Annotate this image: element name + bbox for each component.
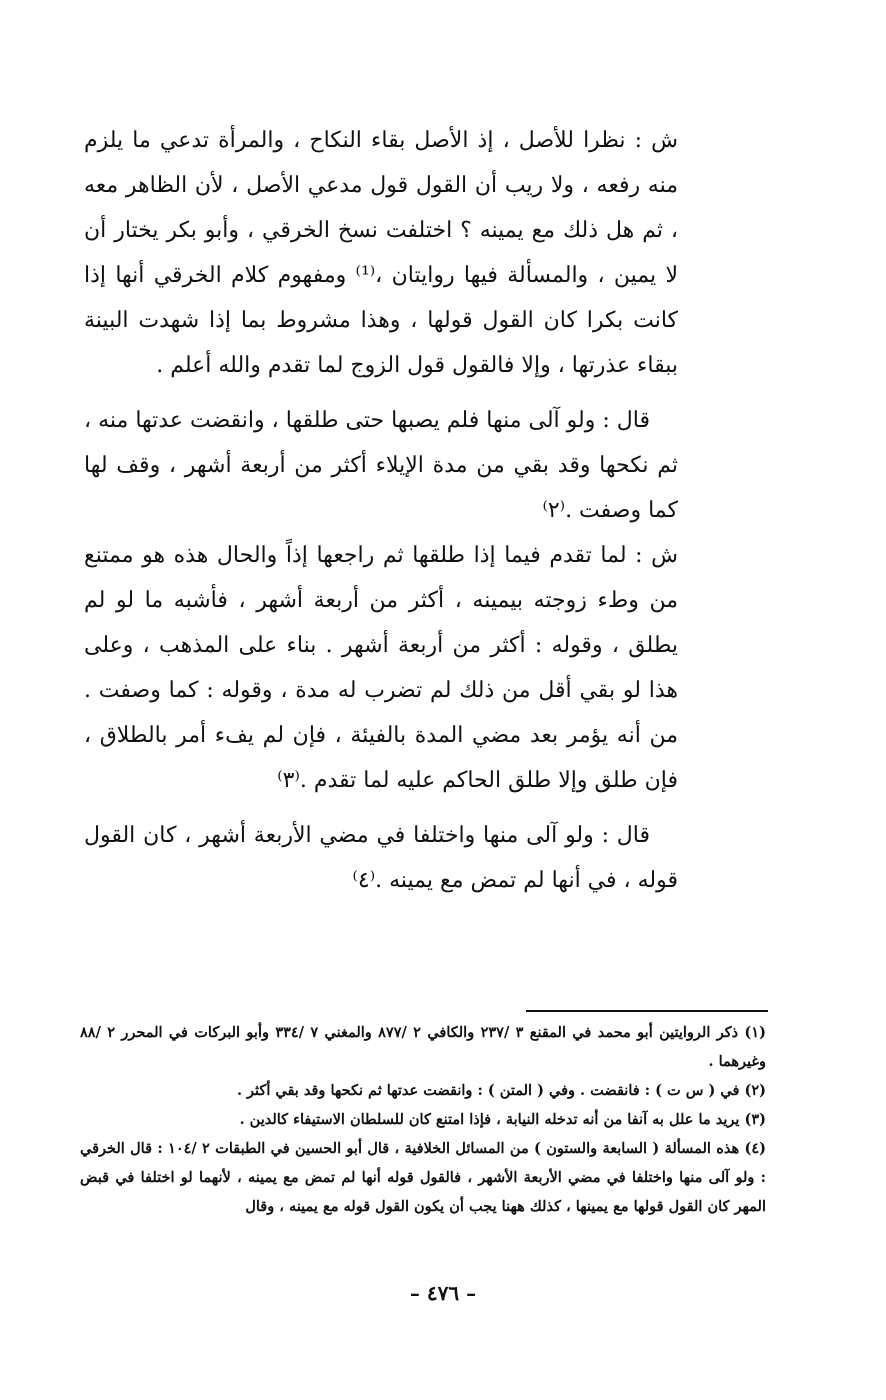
footnote-separator [526, 1010, 768, 1012]
paragraph-text-2: قال : ولو آلى منها واختلفا في مضي الأربعة أشهر ، كان القول قوله ، في أنها لم تمض مع يمينه .⁽٤⁾ [84, 823, 678, 893]
footnote-4: (٤) هذه المسألة ( السابعة والستون ) من المسائل الخلافية ، قال أبو الحسين في الطبقات ٢ /١٠٤ : قال الخرقي : ولو آلى منها واختلفا في مضي الأربعة الأشهر ، فالقول قوله أنها لم تمض مع يمينه ، لأنهما لو اختلفا في قبض المهر كان القول قولها مع يمينها ، كذلك ههنا يجب أن يكون القول قوله مع يمينه ، وقال [80, 1140, 766, 1215]
main-text [84, 118, 678, 903]
footnote-3: (٣) يريد ما علل به آنفا من أنه تدخله النيابة ، فإذا امتنع كان للسلطان الاستيفاء كالدين . [239, 1111, 766, 1128]
paragraph-commentary-2: ش : لما تقدم فيما إذا طلقها ثم راجعها إذاً والحال هذه هو ممتنع من وطء زوجته بيمينه ، أكثر من أربعة أشهر ، فأشبه ما لو لم يطلق ، وقوله : أكثر من أربعة أشهر . بناء على المذهب ، وعلى هذا لو بقي أقل من ذلك لم تضرب له مدة ، وقوله : كما وصفت . من أنه يؤمر بعد مضي المدة بالفيئة ، فإن لم يفء أمر بالطلاق ، فإن طلق وإلا طلق الحاكم عليه لما تقدم .⁽٣⁾ [84, 543, 678, 793]
paragraph-text-1: قال : ولو آلى منها فلم يصبها حتى طلقها ، وانقضت عدتها منه ، ثم نكحها وقد بقي من مدة الإيلاء أكثر من أربعة أشهر ، وقف لها كما وصفت .⁽٢⁾ [84, 408, 678, 523]
page-number: – ٤٧٦ – [409, 1281, 477, 1305]
paragraph-commentary-1: ش : نظرا للأصل ، إذ الأصل بقاء النكاح ، والمرأة تدعي ما يلزم منه رفعه ، ولا ريب أن القول قول مدعي الأصل ، لأن الظاهر معه ، ثم هل ذلك مع يمينه ؟ اختلفت نسخ الخرقي ، وأبو بكر يختار أن لا يمين ، والمسألة فيها روايتان ،⁽¹⁾ ومفهوم كلام الخرقي أنها إذا كانت بكرا كان القول قولها ، وهذا مشروط بما إذا شهدت البينة ببقاء عذرتها ، وإلا فالقول قول الزوج لما تقدم والله أعلم . [84, 128, 678, 378]
footnote-1: (١) ذكر الروايتين أبو محمد في المقنع ٣ /٢٣٧ والكافي ٢ /٨٧٧ والمغني ٧ /٣٣٤ وأبو البركات في المحرر ٢ /٨٨ وغيرهما . [80, 1024, 766, 1070]
footnotes [80, 1018, 766, 1221]
footnote-2: (٢) في ( س ت ) : فانقضت . وفي ( المتن ) : وانقضت عدتها ثم نكحها وقد بقي أكثر . [236, 1082, 766, 1099]
